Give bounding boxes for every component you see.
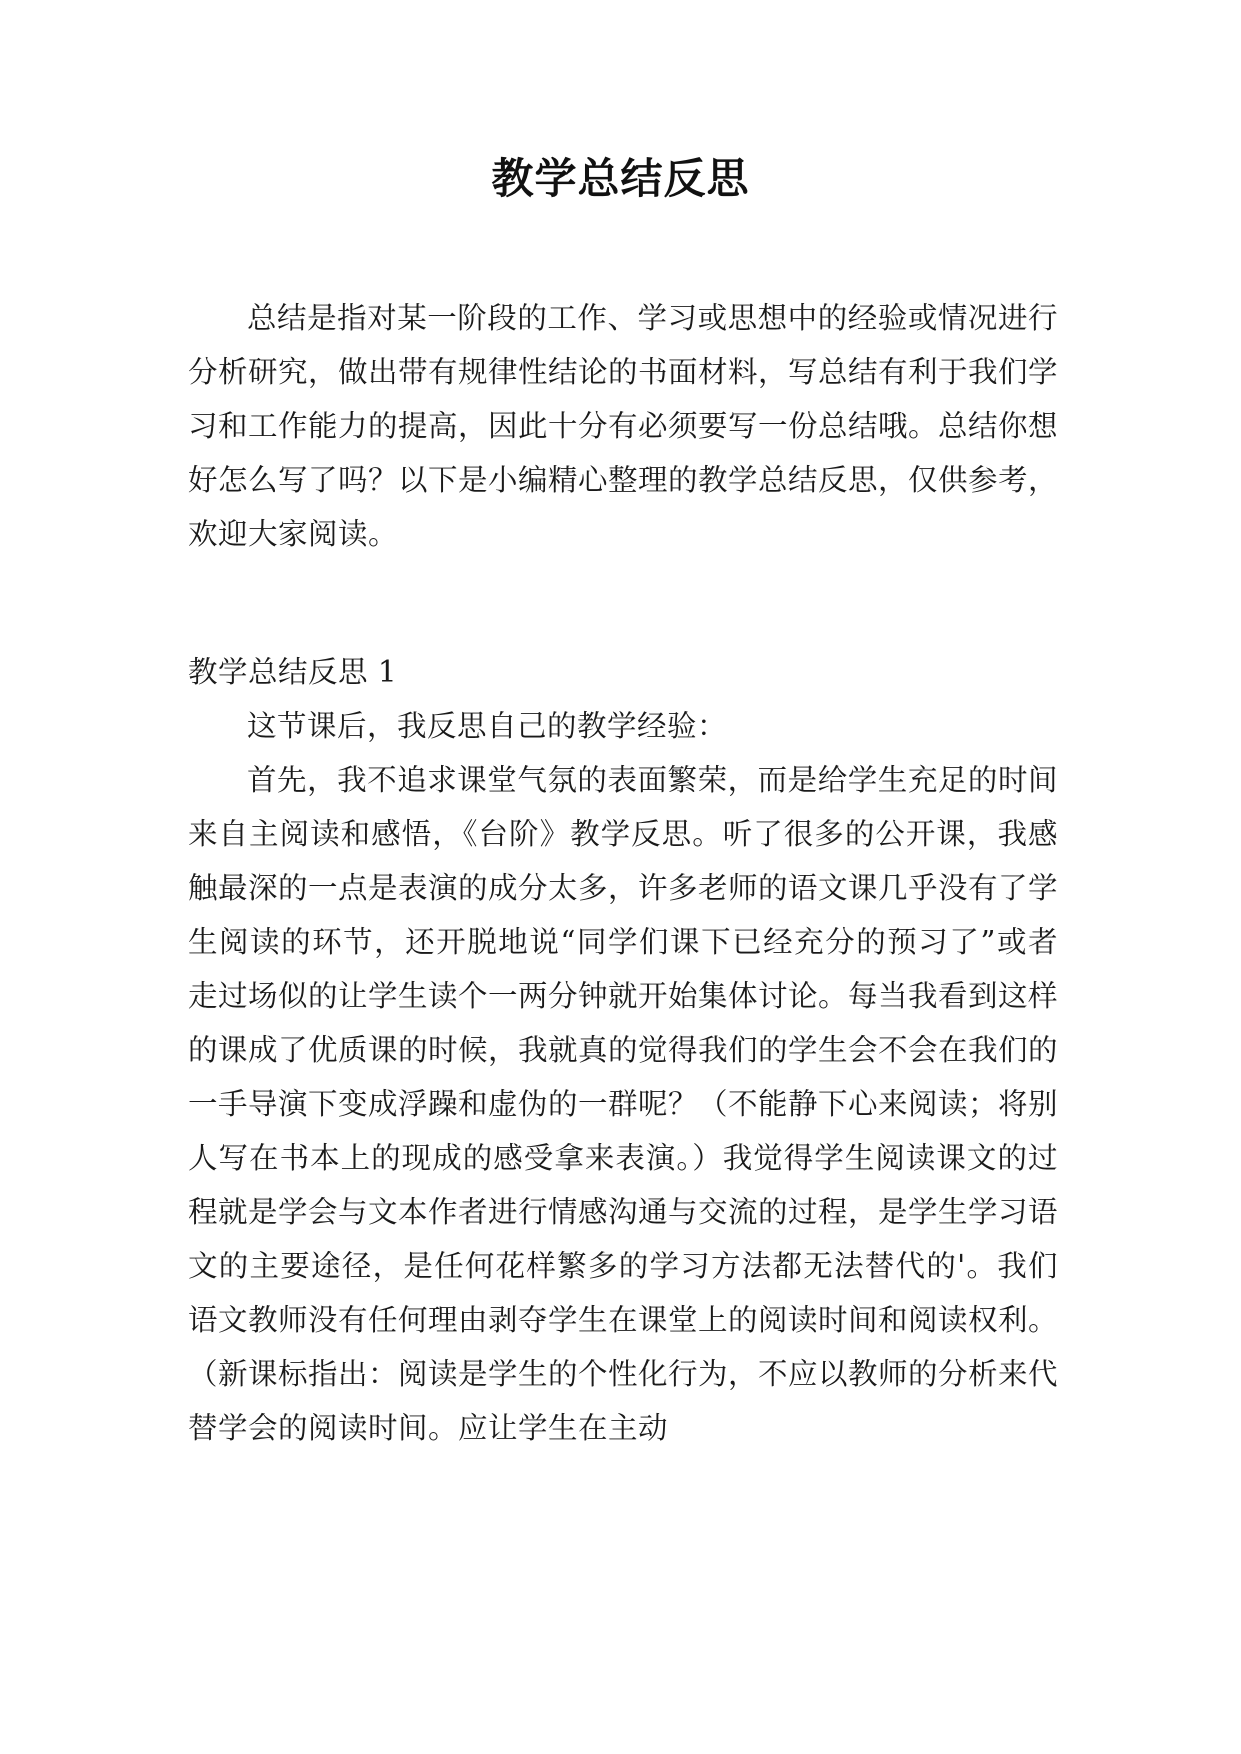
document-title: 教学总结反思 — [491, 154, 750, 203]
intro-block — [188, 291, 1058, 561]
intro-paragraph: 总结是指对某一阶段的工作、学习或思想中的经验或情况进行分析研究，做出带有规律性结论的书面材料，写总结有利于我们学习和工作能力的提高，因此十分有必须要写一份总结哦。总结你想好怎么写了吗？以下是小编精心整理的教学总结反思，仅供参考，欢迎大家阅读。 — [188, 301, 1059, 551]
section-1 — [188, 645, 1058, 1455]
section-paragraph: 这节课后，我反思自己的教学经验： — [247, 709, 728, 743]
section-heading: 教学总结反思 1 — [188, 655, 398, 689]
section-paragraph: 首先，我不追求课堂气氛的表面繁荣，而是给学生充足的时间来自主阅读和感悟，《台阶》教学反思。听了很多的公开课，我感触最深的一点是表演的成分太多，许多老师的语文课几乎没有了学生阅读的环节，还开脱地说“同学们课下已经充分的预习了”或者走过场似的让学生读个一两分钟就开始集体讨论。每当我看到这样的课成了优质课的时候，我就真的觉得我们的学生会不会在我们的一手导演下变成浮躁和虚伪的一群呢？（不能静下心来阅读；将别人写在书本上的现成的感受拿来表演。）我觉得学生阅读课文的过程就是学会与文本作者进行情感沟通与交流的过程，是学生学习语文的主要途径，是任何花样繁多的学习方法都无法替代的'。我们语文教师没有任何理由剥夺学生在课堂上的阅读时间和阅读权利。（新课标指出：阅读是学生的个性化行为，不应以教师的分析来代替学会的阅读时间。应让学生在主动 — [188, 763, 1059, 1445]
